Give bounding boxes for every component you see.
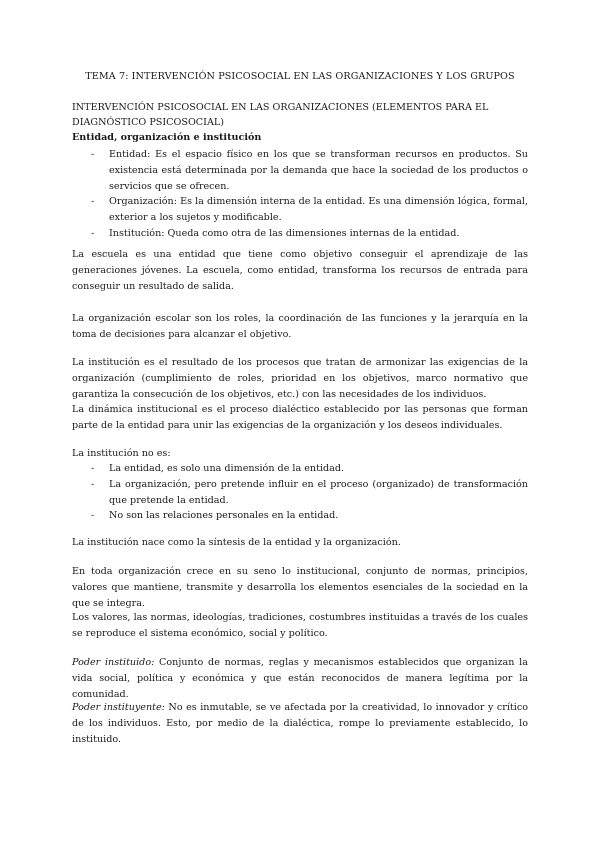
bullet: - xyxy=(91,463,95,474)
list-item xyxy=(72,194,528,226)
bullet: - xyxy=(91,149,95,160)
paragraph-escuela: La escuela es una entidad que tiene como objetivo conseguir el aprendizaje de las generaciones jóvenes. La escuela, como entidad, transforma los recursos de entrada para conseguir un resultado de salida. xyxy=(72,249,528,292)
definition-entidad: Entidad: Es el espacio físico en los que se transforman recursos en productos. Su existencia está determinada por la demanda que hace la sociedad de los productos o servicios que se ofrecen. xyxy=(109,149,528,192)
bullet: - xyxy=(91,478,95,490)
paragraph-no-es-intro: La institución no es: xyxy=(72,448,171,459)
list-item xyxy=(72,477,528,509)
list-item xyxy=(72,508,528,524)
paragraph-institucion-resultado: La institución es el resultado de los procesos que tratan de armonizar las exigencias de la organización (cumplimiento de roles, prioridad en los objetivos, marco normativo que garantiza la consecución de los objetivos, etc.) con las necesidades de los individuos. xyxy=(72,357,528,400)
paragraph-organizacion-escolar: La organización escolar son los roles, la coordinación de las funciones y la jerarquía en la toma de decisiones para alcanzar el objetivo. xyxy=(72,313,528,340)
list-item xyxy=(72,226,528,242)
paragraph-poder-instituyente xyxy=(72,700,528,747)
document-title: TEMA 7: INTERVENCIÓN PSICOSOCIAL EN LAS ORGANIZACIONES Y LOS GRUPOS xyxy=(85,71,515,82)
paragraph-dinamica: La dinámica institucional es el proceso dialéctico establecido por las personas que forman parte de la entidad para unir las exigencias de la organización y los deseos individuales. xyxy=(72,404,528,431)
bullet: - xyxy=(91,196,95,208)
definition-organizacion: Organización: Es la dimensión interna de la entidad. Es una dimensión lógica, formal, exterior a los sujetos y modificable. xyxy=(109,196,528,224)
bullet: - xyxy=(91,510,95,522)
definition-poder-instituido: Conjunto de normas, reglas y mecanismos establecidos que organizan la vida social, política y económica y que están reconocidos de manera legítima por la comunidad. xyxy=(72,657,528,700)
no-es-item: La organización, pero pretende influir en el proceso (organizado) de transformación que pretende la entidad. xyxy=(109,478,528,506)
no-es-item: No son las relaciones personales en la entidad. xyxy=(109,510,339,522)
section-heading: INTERVENCIÓN PSICOSOCIAL EN LAS ORGANIZACIONES (ELEMENTOS PARA EL DIAGNÓSTICO PSICOSOCIAL) xyxy=(72,102,489,128)
definition-poder-instituyente: No es inmutable, se ve afectada por la creatividad, lo innovador y crítico de los individuos. Esto, por medio de la dialéctica, rompe lo previamente establecido, lo instituido. xyxy=(72,702,528,745)
paragraph-valores: Los valores, las normas, ideologías, tradiciones, costumbres instituidas a través de los cuales se reproduce el sistema económico, social y político. xyxy=(72,612,528,639)
paragraph-nace: La institución nace como la síntesis de la entidad y la organización. xyxy=(72,537,401,548)
list-item xyxy=(72,147,528,194)
definition-institucion: Institución: Queda como otra de las dimensiones internas de la entidad. xyxy=(109,227,460,239)
paragraph-toda-organizacion: En toda organización crece en su seno lo institucional, conjunto de normas, principios, valores que mantiene, transmite y desarrolla los elementos esenciales de la sociedad en la que se integra. xyxy=(72,566,528,609)
bullet: - xyxy=(91,227,95,239)
term-poder-instituido: Poder instituido: xyxy=(72,657,155,668)
term-poder-instituyente: Poder instituyente: xyxy=(72,702,165,713)
subheading: Entidad, organización e institución xyxy=(72,132,262,143)
no-es-list xyxy=(72,461,528,524)
definitions-list xyxy=(72,147,528,242)
no-es-item: La entidad, es solo una dimensión de la entidad. xyxy=(109,463,345,474)
paragraph-poder-instituido xyxy=(72,655,528,702)
list-item xyxy=(72,461,528,477)
